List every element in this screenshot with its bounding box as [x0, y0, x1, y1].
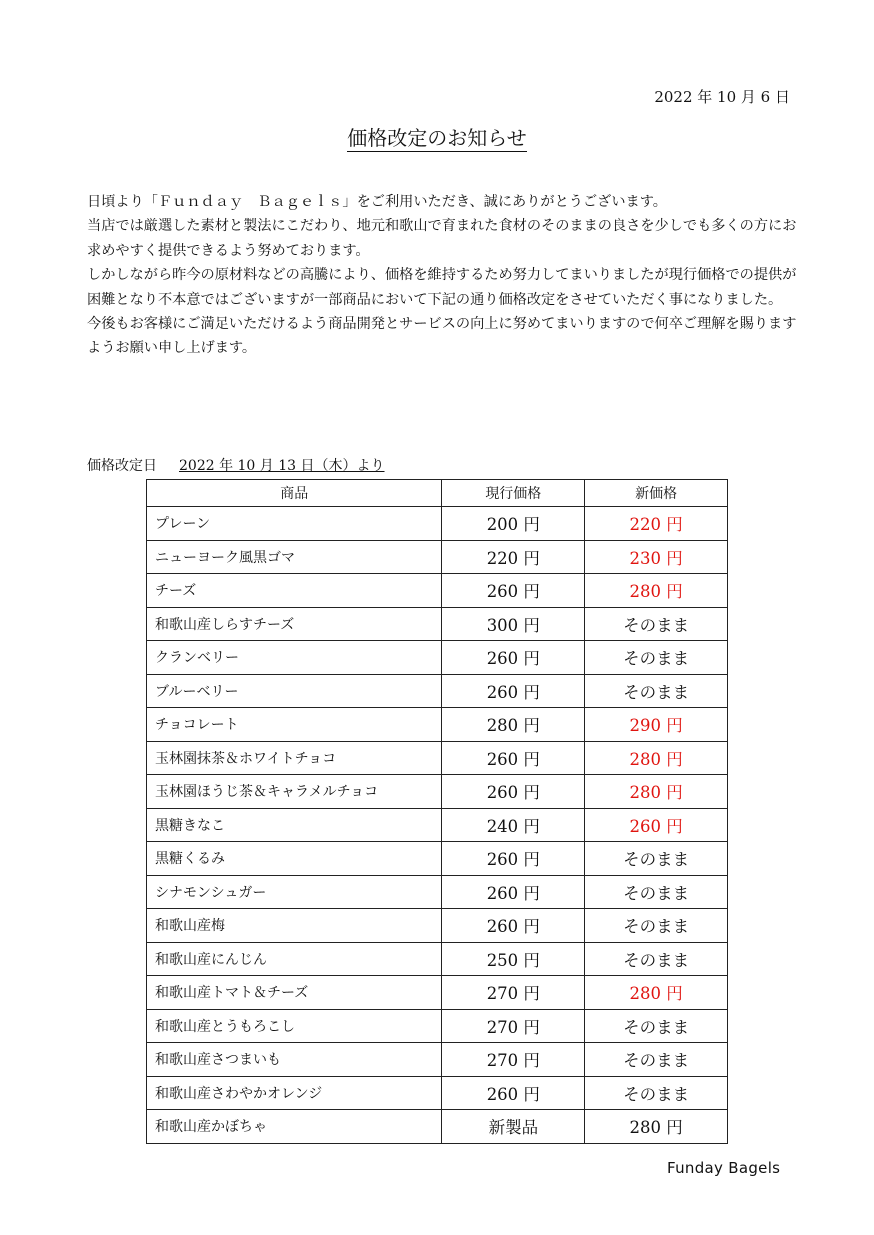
header-product: 商品	[147, 480, 442, 507]
current-price-cell: 280 円	[442, 708, 585, 742]
new-price-cell: そのまま	[585, 1076, 728, 1110]
current-price-cell: 260 円	[442, 674, 585, 708]
new-price-cell: 230 円	[585, 540, 728, 574]
new-price-cell: そのまま	[585, 875, 728, 909]
header-new-price: 新価格	[585, 480, 728, 507]
new-price-cell: 280 円	[585, 1110, 728, 1144]
new-price-cell: 220 円	[585, 507, 728, 541]
new-price-cell: 280 円	[585, 741, 728, 775]
current-price-cell: 260 円	[442, 875, 585, 909]
table-row	[147, 775, 728, 809]
new-price-cell: 290 円	[585, 708, 728, 742]
product-name-cell: チョコレート	[147, 708, 442, 742]
effective-date-line	[87, 455, 385, 475]
product-name-cell: 黒糖くるみ	[147, 842, 442, 876]
current-price-cell: 240 円	[442, 808, 585, 842]
table-row	[147, 641, 728, 675]
product-name-cell: 和歌山産かぼちゃ	[147, 1110, 442, 1144]
new-price-cell: そのまま	[585, 1009, 728, 1043]
product-name-cell: 和歌山産トマト＆チーズ	[147, 976, 442, 1010]
product-name-cell: 和歌山産梅	[147, 909, 442, 943]
current-price-cell: 270 円	[442, 1043, 585, 1077]
current-price-cell: 260 円	[442, 775, 585, 809]
effective-date-label: 価格改定日	[87, 458, 157, 474]
new-price-cell: そのまま	[585, 641, 728, 675]
new-price-cell: そのまま	[585, 607, 728, 641]
current-price-cell: 260 円	[442, 574, 585, 608]
new-price-cell: 280 円	[585, 574, 728, 608]
paragraph-commitment: 当店では厳選した素材と製法にこだわり、地元和歌山で育まれた食材のそのままの良さを少しでも多くの方にお求めやすく提供できるよう努めております。	[87, 218, 797, 259]
table-row	[147, 1110, 728, 1144]
product-name-cell: プレーン	[147, 507, 442, 541]
current-price-cell: 200 円	[442, 507, 585, 541]
current-price-cell: 260 円	[442, 909, 585, 943]
current-price-cell: 260 円	[442, 641, 585, 675]
product-name-cell: 玉林園抹茶＆ホワイトチョコ	[147, 741, 442, 775]
product-name-cell: 黒糖きなこ	[147, 808, 442, 842]
table-header-row	[147, 480, 728, 507]
table-row	[147, 741, 728, 775]
table-row	[147, 842, 728, 876]
table-row	[147, 909, 728, 943]
table-row	[147, 708, 728, 742]
current-price-cell: 270 円	[442, 1009, 585, 1043]
current-price-cell: 220 円	[442, 540, 585, 574]
table-row	[147, 1043, 728, 1077]
product-name-cell: シナモンシュガー	[147, 875, 442, 909]
product-name-cell: チーズ	[147, 574, 442, 608]
table-row	[147, 574, 728, 608]
product-name-cell: 玉林園ほうじ茶＆キャラメルチョコ	[147, 775, 442, 809]
header-current-price: 現行価格	[442, 480, 585, 507]
table-row	[147, 976, 728, 1010]
current-price-cell: 270 円	[442, 976, 585, 1010]
table-row	[147, 540, 728, 574]
product-name-cell: 和歌山産さつまいも	[147, 1043, 442, 1077]
product-name-cell: クランベリー	[147, 641, 442, 675]
current-price-cell: 260 円	[442, 1076, 585, 1110]
table-row	[147, 507, 728, 541]
table-row	[147, 1076, 728, 1110]
table-row	[147, 942, 728, 976]
new-price-cell: そのまま	[585, 1043, 728, 1077]
current-price-cell: 新製品	[442, 1110, 585, 1144]
effective-date-value: 2022 年 10 月 13 日（木）より	[179, 458, 385, 474]
product-name-cell: 和歌山産とうもろこし	[147, 1009, 442, 1043]
table-row	[147, 808, 728, 842]
page-title-text: 価格改定のお知らせ	[347, 126, 527, 150]
product-name-cell: 和歌山産にんじん	[147, 942, 442, 976]
product-name-cell: 和歌山産しらすチーズ	[147, 607, 442, 641]
new-price-cell: そのまま	[585, 909, 728, 943]
current-price-cell: 250 円	[442, 942, 585, 976]
brand-logo: Funday Bagels	[667, 1159, 781, 1177]
table-row	[147, 674, 728, 708]
product-name-cell: 和歌山産さわやかオレンジ	[147, 1076, 442, 1110]
current-price-cell: 300 円	[442, 607, 585, 641]
announcement-body	[87, 190, 797, 361]
product-name-cell: ニューヨーク風黒ゴマ	[147, 540, 442, 574]
paragraph-closing: 今後もお客様にご満足いただけるよう商品開発とサービスの向上に努めてまいりますので何卒ご理解を賜りますようお願い申し上げます。	[87, 316, 797, 357]
page-title	[0, 122, 874, 151]
paragraph-greeting: 日頃より「Ｆｕｎｄａｙ Ｂａｇｅｌｓ」をご利用いただき、誠にありがとうございます。	[87, 194, 667, 210]
new-price-cell: そのまま	[585, 674, 728, 708]
table-row	[147, 607, 728, 641]
price-table	[146, 479, 728, 1144]
table-row	[147, 1009, 728, 1043]
new-price-cell: 260 円	[585, 808, 728, 842]
current-price-cell: 260 円	[442, 741, 585, 775]
document-date: 2022 年 10 月 6 日	[654, 88, 790, 106]
current-price-cell: 260 円	[442, 842, 585, 876]
product-name-cell: ブルーベリー	[147, 674, 442, 708]
paragraph-reason: しかしながら昨今の原材料などの高騰により、価格を維持するため努力してまいりましたが現行価格での提供が困難となり不本意ではございますが一部商品において下記の通り価格改定をさせていただく事になりました。	[87, 267, 797, 308]
new-price-cell: 280 円	[585, 775, 728, 809]
new-price-cell: 280 円	[585, 976, 728, 1010]
table-row	[147, 875, 728, 909]
new-price-cell: そのまま	[585, 842, 728, 876]
new-price-cell: そのまま	[585, 942, 728, 976]
